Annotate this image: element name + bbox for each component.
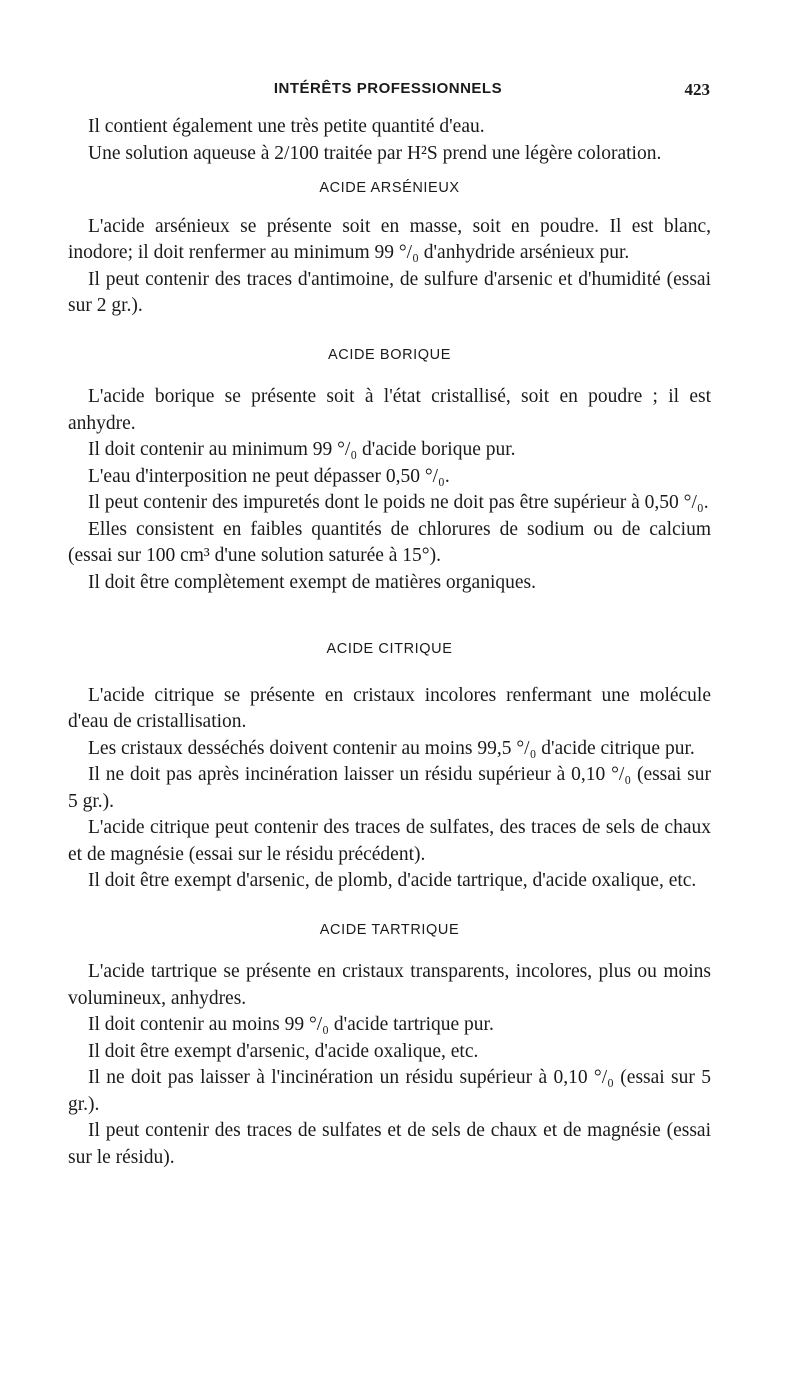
borique-paragraph-5: Elles consistent en faibles quantités de chlorures de sodium ou de calcium (essai sur 100 cm³ d'une solution saturée à 15°). xyxy=(68,518,711,566)
tartrique-paragraph-2: Il doit contenir au moins 99 °/₀ d'acide tartrique pur. xyxy=(88,1014,494,1035)
tartrique-paragraph-3: Il doit être exempt d'arsenic, d'acide oxalique, etc. xyxy=(88,1040,479,1062)
heading-acide-arsenieux: ACIDE ARSÉNIEUX xyxy=(319,180,460,196)
borique-paragraph-4: Il peut contenir des impuretés dont le poids ne doit pas être supérieur à 0,50 °/₀. xyxy=(88,492,709,513)
citrique-paragraph-1: L'acide citrique se présente en cristaux incolores renfermant une molécule d'eau de cristallisation. xyxy=(68,684,711,732)
citrique-paragraph-3: Il ne doit pas après incinération laisser un résidu supérieur à 0,10 °/₀ (essai sur 5 gr.). xyxy=(68,764,711,812)
running-head xyxy=(0,80,800,110)
running-title: INTÉRÊTS PROFESSIONNELS xyxy=(273,80,503,97)
borique-paragraph-3: L'eau d'interposition ne peut dépasser 0,50 °/₀. xyxy=(88,465,450,487)
borique-paragraph-2: Il doit contenir au minimum 99 °/₀ d'acide borique pur. xyxy=(88,439,516,460)
tartrique-paragraph-5: Il peut contenir des traces de sulfates et de sels de chaux et de magnésie (essai sur le résidu). xyxy=(68,1120,711,1168)
citrique-paragraph-2: Les cristaux desséchés doivent contenir au moins 99,5 °/₀ d'acide citrique pur. xyxy=(88,737,695,759)
borique-paragraph-1: L'acide borique se présente soit à l'état cristallisé, soit en poudre ; il est anhydre. xyxy=(68,386,711,434)
heading-acide-borique: ACIDE BORIQUE xyxy=(327,346,451,363)
intro-paragraph-2: Une solution aqueuse à 2/100 traitée par H²S prend une légère coloration. xyxy=(88,142,662,164)
page-number: 423 xyxy=(684,80,710,99)
heading-acide-citrique: ACIDE CITRIQUE xyxy=(326,641,453,657)
tartrique-paragraph-4: Il ne doit pas laisser à l'incinération un résidu supérieur à 0,10 °/₀ (essai sur 5 gr.). xyxy=(68,1067,711,1115)
borique-paragraph-6: Il doit être complètement exempt de matières organiques. xyxy=(88,571,536,593)
citrique-paragraph-5: Il doit être exempt d'arsenic, de plomb, d'acide tartrique, d'acide oxalique, etc. xyxy=(88,870,697,891)
citrique-paragraph-4: L'acide citrique peut contenir des traces de sulfates, des traces de sels de chaux et de magnésie (essai sur le résidu précédent). xyxy=(68,817,711,865)
arsenieux-paragraph-1: L'acide arsénieux se présente soit en masse, soit en poudre. Il est blanc, inodore; il doit renfermer au minimum 99 °/₀ d'anhydride arsénieux pur. xyxy=(68,215,711,263)
page-body xyxy=(68,114,711,1171)
heading-acide-tartrique: ACIDE TARTRIQUE xyxy=(319,921,460,938)
arsenieux-paragraph-2: Il peut contenir des traces d'antimoine, de sulfure d'arsenic et d'humidité (essai sur 2 gr.). xyxy=(68,268,711,316)
intro-paragraph-1: Il contient également une très petite quantité d'eau. xyxy=(88,116,485,137)
tartrique-paragraph-1: L'acide tartrique se présente en cristaux transparents, incolores, plus ou moins volumineux, anhydres. xyxy=(68,961,711,1009)
